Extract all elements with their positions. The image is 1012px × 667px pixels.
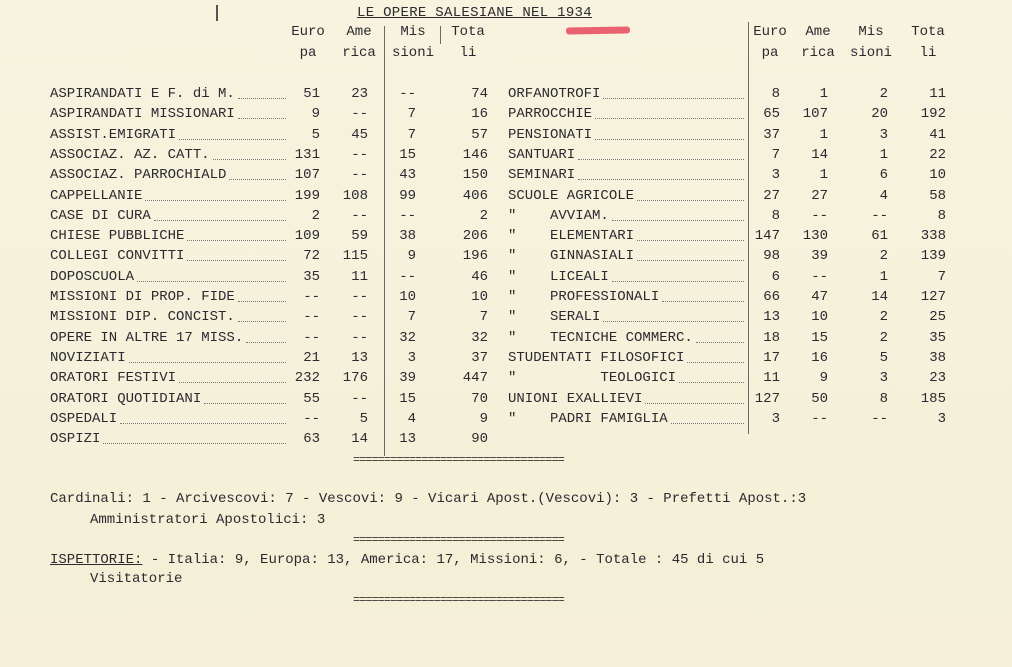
row-value-4: 150 [462,167,488,183]
row-label: UNIONI EXALLIEVI [508,391,643,407]
row-value-3: 9 [407,248,416,264]
table-row [0,390,1012,408]
row-value-1: 18 [763,330,780,346]
row-label: " TEOLOGICI [508,370,677,386]
row-label: STUDENTATI FILOSOFICI [508,350,685,366]
row-value-2: 5 [359,411,368,427]
row-value-2: -- [351,208,368,224]
row-value-4: 196 [462,248,488,264]
right-header-3-line1: Mis [858,24,884,40]
right-header-1-line2: pa [761,45,779,61]
row-value-1: 98 [763,248,780,264]
table-row [0,105,1012,123]
row-value-3: 20 [871,106,888,122]
row-label: CHIESE PUBBLICHE [50,228,185,244]
row-value-2: 39 [811,248,828,264]
row-value-1: 27 [763,188,780,204]
row-label: SCUOLE AGRICOLE [508,188,635,204]
row-leader-dots [637,227,744,241]
row-value-4: 9 [479,411,488,427]
row-label: ASPIRANDATI MISSIONARI [50,106,235,122]
left-header-1-line1: Euro [291,24,325,40]
table-row [0,166,1012,184]
row-value-1: 8 [771,86,780,102]
row-value-1: 147 [754,228,780,244]
row-value-2: -- [351,330,368,346]
row-value-2: -- [351,289,368,305]
ispettorie-label: ISPETTORIE: [50,552,143,568]
typewriter-mark [216,5,218,21]
row-value-1: 63 [303,431,320,447]
row-label: PENSIONATI [508,127,593,143]
row-leader-dots [603,85,744,99]
row-label: SANTUARI [508,147,576,163]
row-label: " GINNASIALI [508,248,635,264]
row-leader-dots [612,207,744,221]
row-value-4: 46 [471,269,488,285]
table-row [0,227,1012,245]
row-value-4: 25 [929,309,946,325]
row-value-2: 27 [811,188,828,204]
row-value-4: 7 [937,269,946,285]
row-value-1: 55 [303,391,320,407]
row-value-3: 3 [879,127,888,143]
row-value-4: 22 [929,147,946,163]
row-label: ASPIRANDATI E F. di M. [50,86,235,102]
row-value-4: 90 [471,431,488,447]
table-row [0,410,1012,428]
table-row [0,268,1012,286]
row-value-4: 192 [920,106,946,122]
row-value-3: 2 [879,248,888,264]
row-value-3: 8 [879,391,888,407]
row-value-4: 146 [462,147,488,163]
row-value-4: 70 [471,391,488,407]
row-value-1: 5 [311,127,320,143]
row-leader-dots [696,329,744,343]
administrators-line: Amministratori Apostolici: 3 [90,512,326,528]
row-value-3: 61 [871,228,888,244]
row-label: DOPOSCUOLA [50,269,135,285]
red-pencil-mark [566,26,630,34]
row-value-4: 139 [920,248,946,264]
row-value-4: 74 [471,86,488,102]
row-label: ORATORI QUOTIDIANI [50,391,202,407]
row-label: OSPEDALI [50,411,118,427]
row-value-1: 21 [303,350,320,366]
row-value-1: 6 [771,269,780,285]
row-value-2: 115 [342,248,368,264]
row-value-3: -- [871,208,888,224]
row-value-2: -- [811,208,828,224]
row-value-1: 37 [763,127,780,143]
row-value-4: 7 [479,309,488,325]
row-value-4: 16 [471,106,488,122]
row-value-4: 57 [471,127,488,143]
separator-1: ================================== [353,453,564,467]
row-label: " LICEALI [508,269,609,285]
row-label: ORFANOTROFI [508,86,601,102]
row-value-2: 1 [819,167,828,183]
row-value-4: 2 [479,208,488,224]
row-value-2: 23 [351,86,368,102]
row-label: COLLEGI CONVITTI [50,248,185,264]
row-value-1: 232 [294,370,320,386]
right-header-4-line2: li [919,45,937,61]
row-leader-dots [603,308,744,322]
row-value-1: 13 [763,309,780,325]
row-value-2: 130 [802,228,828,244]
row-value-4: 127 [920,289,946,305]
row-value-3: 15 [399,391,416,407]
ispettorie-line [50,551,764,569]
row-label: CASE DI CURA [50,208,151,224]
row-value-2: 47 [811,289,828,305]
row-label: SEMINARI [508,167,576,183]
separator-3: ================================== [353,593,564,607]
row-value-3: 7 [407,127,416,143]
row-value-3: 13 [399,431,416,447]
row-value-1: 7 [771,147,780,163]
row-label: OSPIZI [50,431,101,447]
row-value-3: 3 [879,370,888,386]
table-row [0,207,1012,225]
row-value-2: 1 [819,86,828,102]
row-value-3: -- [871,411,888,427]
row-value-2: 107 [802,106,828,122]
row-value-3: 32 [399,330,416,346]
table-row [0,146,1012,164]
row-label: " TECNICHE COMMERC. [508,330,693,346]
row-value-3: 5 [879,350,888,366]
row-value-4: 8 [937,208,946,224]
right-header-4-line1: Tota [911,24,945,40]
row-label: ORATORI FESTIVI [50,370,177,386]
row-value-3: 4 [879,188,888,204]
row-leader-dots [662,288,744,302]
row-value-3: 2 [879,86,888,102]
row-leader-dots [637,247,744,261]
row-value-4: 35 [929,330,946,346]
row-value-2: 9 [819,370,828,386]
row-label: ASSOCIAZ. AZ. CATT. [50,147,210,163]
row-label: MISSIONI DI PROP. FIDE [50,289,235,305]
row-leader-dots [578,166,744,180]
row-value-2: 11 [351,269,368,285]
document-title: LE OPERE SALESIANE NEL 1934 [357,5,592,21]
row-label: CAPPELLANIE [50,188,143,204]
row-value-2: 14 [811,147,828,163]
row-value-1: 65 [763,106,780,122]
row-label: " AVVIAM. [508,208,609,224]
row-value-3: 15 [399,147,416,163]
row-leader-dots [671,410,744,424]
row-leader-dots [103,430,286,444]
row-value-3: 2 [879,330,888,346]
row-value-1: 131 [294,147,320,163]
row-value-4: 23 [929,370,946,386]
row-value-1: -- [303,411,320,427]
row-value-3: 2 [879,309,888,325]
row-value-2: -- [351,391,368,407]
row-value-3: 6 [879,167,888,183]
row-value-4: 11 [929,86,946,102]
row-value-2: 10 [811,309,828,325]
row-label: MISSIONI DIP. CONCIST. [50,309,235,325]
table-row [0,247,1012,265]
left-header-1-line2: pa [299,45,317,61]
left-header-2-line1: Ame [346,24,372,40]
row-value-3: 3 [407,350,416,366]
row-value-4: 32 [471,330,488,346]
row-value-3: 7 [407,106,416,122]
table-row [0,126,1012,144]
row-value-2: 50 [811,391,828,407]
row-value-1: 199 [294,188,320,204]
row-value-4: 38 [929,350,946,366]
row-value-1: -- [303,330,320,346]
row-value-1: 109 [294,228,320,244]
left-header-3-line2: sioni [391,45,434,61]
row-value-2: 108 [342,188,368,204]
left-header-4-line1: Tota [451,24,485,40]
table-row [0,308,1012,326]
row-value-2: 1 [819,127,828,143]
row-value-1: 2 [311,208,320,224]
row-value-2: -- [351,167,368,183]
row-leader-dots [687,349,744,363]
right-header-2-line2: rica [801,45,835,61]
row-leader-dots [578,146,744,160]
ispettorie-text: - Italia: 9, Europa: 13, America: 17, Missioni: 6, - Totale : 45 di cui 5 [142,552,765,568]
separator-2: ================================== [353,533,564,547]
row-label: " ELEMENTARI [508,228,635,244]
row-value-3: -- [399,208,416,224]
row-value-1: 9 [311,106,320,122]
row-value-3: 38 [399,228,416,244]
row-value-1: 66 [763,289,780,305]
left-header-2-line2: rica [342,45,376,61]
row-value-1: 35 [303,269,320,285]
table-row [0,430,1012,448]
row-value-4: 37 [471,350,488,366]
row-value-1: 3 [771,411,780,427]
visitatorie-line: Visitatorie [90,571,183,587]
row-value-2: 13 [351,350,368,366]
row-value-4: 447 [462,370,488,386]
row-value-4: 338 [920,228,946,244]
row-value-2: -- [351,147,368,163]
left-header-3-line1: Mis [400,24,426,40]
row-value-4: 10 [471,289,488,305]
table-row [0,329,1012,347]
row-value-3: 10 [399,289,416,305]
row-value-2: 16 [811,350,828,366]
row-leader-dots [612,268,744,282]
row-value-1: -- [303,309,320,325]
row-value-1: 127 [754,391,780,407]
row-value-2: 45 [351,127,368,143]
row-value-2: -- [811,269,828,285]
row-value-4: 185 [920,391,946,407]
right-header-3-line2: sioni [849,45,892,61]
row-label: ASSOCIAZ. PARROCHIALD [50,167,227,183]
right-header-2-line1: Ame [805,24,831,40]
row-leader-dots [637,187,744,201]
row-value-1: 11 [763,370,780,386]
row-value-4: 406 [462,188,488,204]
row-value-3: 43 [399,167,416,183]
row-value-2: 59 [351,228,368,244]
table-row [0,288,1012,306]
row-leader-dots [595,105,744,119]
row-leader-dots [595,126,744,140]
row-value-3: 39 [399,370,416,386]
row-value-2: -- [351,309,368,325]
row-value-2: 15 [811,330,828,346]
row-value-3: 14 [871,289,888,305]
row-leader-dots [679,369,744,383]
row-value-3: -- [399,269,416,285]
row-value-3: 4 [407,411,416,427]
right-header-1-line1: Euro [753,24,787,40]
row-value-2: 176 [342,370,368,386]
row-value-1: -- [303,289,320,305]
row-value-3: 7 [407,309,416,325]
row-value-3: 1 [879,269,888,285]
row-label: OPERE IN ALTRE 17 MISS. [50,330,244,346]
row-value-4: 206 [462,228,488,244]
row-value-3: 1 [879,147,888,163]
row-value-4: 3 [937,411,946,427]
row-value-4: 58 [929,188,946,204]
hierarchy-line: Cardinali: 1 - Arcivescovi: 7 - Vescovi: 9 - Vicari Apost.(Vescovi): 3 - Prefetti Apost.:3 [50,491,807,507]
left-header-4-line2: li [459,45,477,61]
row-value-1: 8 [771,208,780,224]
row-value-1: 51 [303,86,320,102]
row-value-1: 3 [771,167,780,183]
row-value-2: -- [351,106,368,122]
table-rule-short [440,26,441,44]
row-leader-dots [645,390,744,404]
row-value-2: 14 [351,431,368,447]
row-value-1: 17 [763,350,780,366]
row-value-1: 107 [294,167,320,183]
row-label: " PROFESSIONALI [508,289,660,305]
row-value-2: -- [811,411,828,427]
table-row [0,187,1012,205]
row-label: " PADRI FAMIGLIA [508,411,668,427]
table-row [0,369,1012,387]
row-value-4: 41 [929,127,946,143]
row-label: PARROCCHIE [508,106,593,122]
row-value-4: 10 [929,167,946,183]
row-label: NOVIZIATI [50,350,126,366]
table-row [0,349,1012,367]
row-label: ASSIST.EMIGRATI [50,127,177,143]
row-label: " SERALI [508,309,601,325]
row-value-3: -- [399,86,416,102]
row-value-3: 99 [399,188,416,204]
table-row [0,85,1012,103]
row-value-1: 72 [303,248,320,264]
